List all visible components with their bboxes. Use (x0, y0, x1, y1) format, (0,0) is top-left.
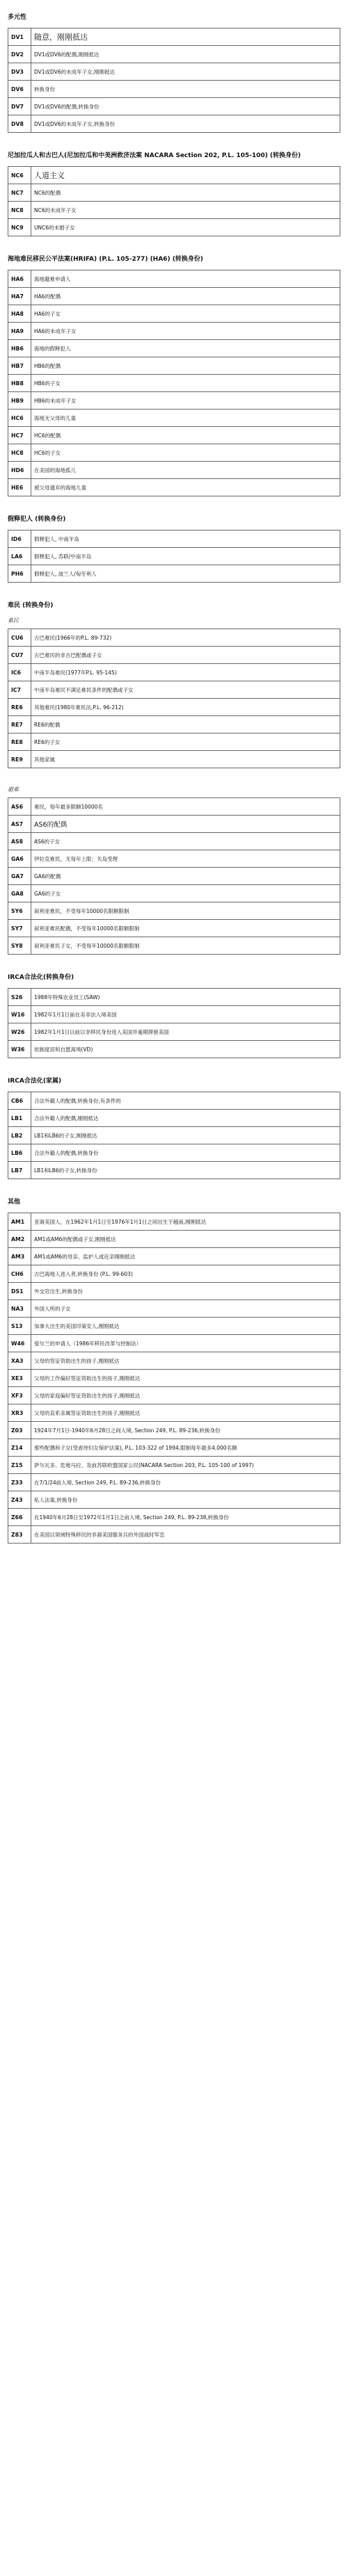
code-cell: AS7 (8, 816, 31, 833)
section (8, 236, 340, 496)
section (8, 496, 340, 583)
description-cell: HB6的子女 (31, 375, 340, 392)
description-cell: GA6的配偶 (31, 868, 340, 885)
description-cell: RE6的子女 (31, 734, 340, 751)
code-cell: AM3 (8, 1248, 31, 1265)
description-cell: HB6的配偶 (31, 357, 340, 375)
description-cell: LB1和LB6的子女,转换身份 (31, 1162, 340, 1179)
table-row (8, 1439, 340, 1457)
code-cell: DV1 (8, 29, 31, 46)
description-cell: 父母的直系亲属签证资助出生的孩子,刚刚抵达 (31, 1404, 340, 1422)
table-row (8, 989, 340, 1006)
code-cell: DV7 (8, 98, 31, 115)
code-cell: HA9 (8, 323, 31, 340)
table-row (8, 288, 340, 305)
description-cell: 1988年特殊农业员工(SAW) (31, 989, 340, 1006)
description-cell: AM1或AM6的母亲、监护人或近亲刚刚抵达 (31, 1248, 340, 1265)
code-cell: GA8 (8, 885, 31, 902)
table-row (8, 1491, 340, 1509)
table-row (8, 833, 340, 850)
code-cell: RE6 (8, 699, 31, 716)
table-row (8, 1404, 340, 1422)
description-cell: 在美国的海地孤儿 (31, 462, 340, 479)
code-cell: DV8 (8, 115, 31, 133)
description-cell: 合法外籍人的配偶,刚刚抵达 (31, 1110, 340, 1127)
table-row (8, 1387, 340, 1404)
description-cell: 萨尔瓦多、危地马拉、及前苏联欧盟国家公民(NACARA Section 203, P.L. 105-100 of 1997) (31, 1457, 340, 1474)
code-cell: ID6 (8, 530, 31, 548)
code-cell: HB8 (8, 375, 31, 392)
code-cell: GA6 (8, 850, 31, 868)
description-cell: 外交官出生,转换身份 (31, 1283, 340, 1300)
code-cell: W26 (8, 1023, 31, 1041)
code-cell: PH6 (8, 565, 31, 583)
table-row (8, 798, 340, 816)
table-row (8, 1144, 340, 1162)
table-row (8, 1283, 340, 1300)
section-title: 假释犯人 (转换身份) (8, 516, 66, 523)
description-cell: 合法外籍人的配偶,转换身份 (31, 1144, 340, 1162)
code-table (8, 1092, 340, 1179)
code-cell: DS1 (8, 1283, 31, 1300)
description-cell: 亚裔美国人，在1962年1月1日至1976年1月1日之间出生于越南,刚刚抵达 (31, 1213, 340, 1231)
table-row (8, 1300, 340, 1318)
description-cell: DV1或DV6的配偶,转换身份 (31, 98, 340, 115)
description-cell: HA6的子女 (31, 305, 340, 323)
description-cell: HA6的配偶 (31, 288, 340, 305)
code-cell: HA6 (8, 270, 31, 288)
description-cell: 1982年1月1日前在美非法入境美国 (31, 1006, 340, 1023)
code-cell: HB6 (8, 340, 31, 357)
description-cell: 其他家属 (31, 751, 340, 768)
section-spacer (8, 236, 340, 249)
table-row (8, 1370, 340, 1387)
table-row (8, 664, 340, 681)
code-cell: NC7 (8, 184, 31, 202)
description-cell: 其他难民(1980年难民法,P.L. 96-212) (31, 699, 340, 716)
section-spacer (8, 1179, 340, 1192)
table-row (8, 681, 340, 699)
code-cell: HA7 (8, 288, 31, 305)
description-cell: AS6的子女 (31, 833, 340, 850)
table-row (8, 1265, 340, 1283)
section-title: 尼加拉瓜人和古巴人(尼加拉瓜和中美洲救济法案 NACARA Section 202, P.L. 105-100) (转换身份) (8, 152, 301, 159)
code-cell: W46 (8, 1335, 31, 1352)
table-row (8, 1231, 340, 1248)
table-row (8, 1041, 340, 1058)
table-row (8, 46, 340, 63)
table-row (8, 81, 340, 98)
section-title: 难民 (转换身份) (8, 602, 54, 609)
code-cell: AS8 (8, 833, 31, 850)
table-row (8, 868, 340, 885)
table-row (8, 29, 340, 46)
code-cell: XA3 (8, 1352, 31, 1370)
code-table (8, 28, 340, 133)
code-cell: RE7 (8, 716, 31, 734)
code-cell: HB7 (8, 357, 31, 375)
table-row (8, 850, 340, 868)
description-cell: 那些配偶和子女(受虐待妇女保护法案), P.L. 103-322 of 1994,限制每年最多4,000名额 (31, 1439, 340, 1457)
description-cell: DV1或DV6的配偶,刚刚抵达 (31, 46, 340, 63)
code-cell: HA8 (8, 305, 31, 323)
code-cell: Z15 (8, 1457, 31, 1474)
table-row (8, 202, 340, 219)
code-cell: LB1 (8, 1110, 31, 1127)
description-cell: 伊拉克难民，无每年上限；关岛受理 (31, 850, 340, 868)
section-spacer (8, 1058, 340, 1071)
code-cell: HC8 (8, 444, 31, 462)
code-cell: CU6 (8, 629, 31, 647)
section-title: 海地难民移民公平法案(HRIFA) (P.L. 105-277) (HA6) (转换身份) (8, 256, 203, 263)
table-row (8, 305, 340, 323)
table-row (8, 184, 340, 202)
code-cell: AS6 (8, 798, 31, 816)
section (8, 1179, 340, 1544)
table-row (8, 1422, 340, 1439)
description-cell: 假释犯人, 苏联/中南半岛 (31, 548, 340, 565)
table-row (8, 219, 340, 236)
table-row (8, 816, 340, 833)
description-cell: HC6的配偶 (31, 427, 340, 444)
table-row (8, 565, 340, 583)
table-row (8, 699, 340, 716)
table-row (8, 1474, 340, 1491)
visa-code-document (8, 0, 340, 1544)
table-row (8, 357, 340, 375)
code-cell: CH6 (8, 1265, 31, 1283)
section-title: 多元性 (8, 14, 27, 21)
code-cell: LB2 (8, 1127, 31, 1144)
description-cell: 假释犯人, 波兰人/匈牙利人 (31, 565, 340, 583)
table-row (8, 1248, 340, 1265)
table-row (8, 1509, 340, 1526)
code-cell: IC6 (8, 664, 31, 681)
code-cell: Z03 (8, 1422, 31, 1439)
code-cell: XF3 (8, 1387, 31, 1404)
table-row (8, 937, 340, 955)
description-cell: DV1或DV6的未成年子女,刚刚抵达 (31, 63, 340, 81)
section-spacer (8, 133, 340, 145)
section-spacer (8, 955, 340, 967)
code-table (8, 166, 340, 236)
description-cell: HC6的子女 (31, 444, 340, 462)
code-table (8, 1213, 340, 1544)
code-cell: NC9 (8, 219, 31, 236)
description-cell: HB6的未成年子女 (31, 392, 340, 410)
description-cell: 中南半岛难民不满足难民条件的配偶或子女 (31, 681, 340, 699)
code-cell: GA7 (8, 868, 31, 885)
description-cell: LB1和LB6的子女,刚刚抵达 (31, 1127, 340, 1144)
table-row (8, 1127, 340, 1144)
code-cell: HE6 (8, 479, 31, 496)
table-row (8, 1335, 340, 1352)
section (8, 13, 340, 133)
code-cell: HC6 (8, 410, 31, 427)
description-cell: 转换身份 (31, 81, 340, 98)
table-row (8, 1162, 340, 1179)
description-cell: UNC6的未婚子女 (31, 219, 340, 236)
table-row (8, 340, 340, 357)
code-table (8, 530, 340, 583)
code-cell: HB9 (8, 392, 31, 410)
table-row (8, 1526, 340, 1544)
description-cell: NC6的配偶 (31, 184, 340, 202)
description-cell: 在7/1/24前入境, Section 249, P.L. 89-236,转换身份 (31, 1474, 340, 1491)
table-row (8, 1352, 340, 1370)
table-row (8, 751, 340, 768)
table-row (8, 270, 340, 288)
code-cell: IC7 (8, 681, 31, 699)
code-cell: HC7 (8, 427, 31, 444)
description-cell: 1982年1月1日以前以非移民身份进入美国并逾期滞留美国 (31, 1023, 340, 1041)
code-cell: S26 (8, 989, 31, 1006)
table-row (8, 1213, 340, 1231)
description-cell: 依制度居和自愿离境(VD) (31, 1041, 340, 1058)
section (8, 768, 340, 955)
table-row (8, 167, 340, 184)
description-cell: AM1或AM6的配偶或子女,刚刚抵达 (31, 1231, 340, 1248)
code-table (8, 988, 340, 1058)
description-cell: 父母的家庭偏好签证资助出生的孩子,刚刚抵达 (31, 1387, 340, 1404)
description-cell: 爱尔兰的申请人（1986年移民改革与控制法） (31, 1335, 340, 1352)
table-row (8, 902, 340, 920)
code-cell: W36 (8, 1041, 31, 1058)
code-cell: LA6 (8, 548, 31, 565)
code-cell: RE9 (8, 751, 31, 768)
description-cell: 1924年7月1日-1940年6月28日之间入境, Section 249, P.L. 89-236,转换身份 (31, 1422, 340, 1439)
section-subtitle: 难民 (8, 617, 19, 624)
description-cell: 中南半岛难民(1977年P.L. 95-145) (31, 664, 340, 681)
description-cell: 父母的签证资助出生的孩子,刚刚抵达 (31, 1352, 340, 1370)
description-cell: 古巴海地人进入者,转换身份 (P.L. 99-603) (31, 1265, 340, 1283)
table-row (8, 462, 340, 479)
description-cell: 合法外籍人的配偶,转换身份,有条件的 (31, 1092, 340, 1110)
table-row (8, 1006, 340, 1023)
table-row (8, 920, 340, 937)
section-title: IRCA合法化(家属) (8, 1078, 62, 1085)
code-cell: Z14 (8, 1439, 31, 1457)
description-cell: 被父母遗弃的海地儿童 (31, 479, 340, 496)
code-cell: DV6 (8, 81, 31, 98)
description-cell: 加拿大出生的美国印第安人,刚刚抵达 (31, 1318, 340, 1335)
table-row (8, 1457, 340, 1474)
code-cell: Z43 (8, 1491, 31, 1509)
section-title: IRCA合法化(转换身份) (8, 974, 74, 981)
table-row (8, 115, 340, 133)
code-table (8, 629, 340, 768)
table-row (8, 548, 340, 565)
table-row (8, 716, 340, 734)
description-cell: 叙利亚难民子女，不受每年10000名限额限制 (31, 937, 340, 955)
description-cell: 海地的假释犯人 (31, 340, 340, 357)
table-row (8, 392, 340, 410)
description-cell: 外国人所的子女 (31, 1300, 340, 1318)
table-row (8, 375, 340, 392)
description-cell: 假释犯人, 中南半岛 (31, 530, 340, 548)
section (8, 583, 340, 768)
description-cell: 私人法案,转换身份 (31, 1491, 340, 1509)
description-cell: HA6的未成年子女 (31, 323, 340, 340)
description-cell: 在美国以领域特殊移民的非裔美国服务兵的外国战时军恋 (31, 1526, 340, 1544)
description-cell: 父母的工作偏好签证资助出生的孩子,刚刚抵达 (31, 1370, 340, 1387)
section-spacer (8, 583, 340, 595)
code-cell: DV2 (8, 46, 31, 63)
table-row (8, 530, 340, 548)
code-cell: CB6 (8, 1092, 31, 1110)
section (8, 955, 340, 1058)
code-cell: XE3 (8, 1370, 31, 1387)
description-cell: 人道主义 (31, 167, 340, 184)
table-row (8, 1318, 340, 1335)
code-cell: HD6 (8, 462, 31, 479)
code-cell: Z83 (8, 1526, 31, 1544)
section-subtitle: 避难 (8, 786, 19, 793)
table-row (8, 1110, 340, 1127)
code-cell: NA3 (8, 1300, 31, 1318)
code-table (8, 270, 340, 496)
description-cell: 海地避难申请人 (31, 270, 340, 288)
description-cell: 难民，每年最多限额10000名 (31, 798, 340, 816)
code-table (8, 797, 340, 955)
table-row (8, 647, 340, 664)
section-spacer (8, 496, 340, 509)
description-cell: 随意，刚刚抵达 (31, 29, 340, 46)
code-cell: LB6 (8, 1144, 31, 1162)
code-cell: RE8 (8, 734, 31, 751)
table-row (8, 63, 340, 81)
code-cell: XR3 (8, 1404, 31, 1422)
code-cell: Z66 (8, 1509, 31, 1526)
table-row (8, 629, 340, 647)
table-row (8, 1092, 340, 1110)
table-row (8, 98, 340, 115)
table-row (8, 479, 340, 496)
description-cell: 叙利亚难民，不受每年10000名限额限制 (31, 902, 340, 920)
description-cell: AS6的配偶 (31, 816, 340, 833)
section (8, 1058, 340, 1179)
code-cell: DV3 (8, 63, 31, 81)
code-cell: AM2 (8, 1231, 31, 1248)
description-cell: RE6的配偶 (31, 716, 340, 734)
code-cell: SY6 (8, 902, 31, 920)
table-row (8, 885, 340, 902)
description-cell: NC6的未成年子女 (31, 202, 340, 219)
description-cell: 古巴难民的非古巴配偶或子女 (31, 647, 340, 664)
description-cell: 古巴难民(1966年的P.L. 89-732) (31, 629, 340, 647)
section-spacer (8, 768, 340, 781)
code-cell: W16 (8, 1006, 31, 1023)
table-row (8, 444, 340, 462)
code-cell: NC6 (8, 167, 31, 184)
code-cell: S13 (8, 1318, 31, 1335)
description-cell: DV1或DV6的未成年子女,转换身份 (31, 115, 340, 133)
description-cell: GA6的子女 (31, 885, 340, 902)
section-title: 其他 (8, 1199, 21, 1206)
table-row (8, 323, 340, 340)
description-cell: 海地无父母的儿童 (31, 410, 340, 427)
code-cell: CU7 (8, 647, 31, 664)
section (8, 133, 340, 236)
code-cell: LB7 (8, 1162, 31, 1179)
table-row (8, 734, 340, 751)
code-cell: NC8 (8, 202, 31, 219)
code-cell: Z33 (8, 1474, 31, 1491)
code-cell: AM1 (8, 1213, 31, 1231)
description-cell: 在1940年6月28日至1972年1月1日之前入境, Section 249, P.L. 89-238,转换身份 (31, 1509, 340, 1526)
description-cell: 叙利亚难民配偶，不受每年10000名限额限制 (31, 920, 340, 937)
table-row (8, 410, 340, 427)
table-row (8, 1023, 340, 1041)
table-row (8, 427, 340, 444)
code-cell: SY8 (8, 937, 31, 955)
code-cell: SY7 (8, 920, 31, 937)
